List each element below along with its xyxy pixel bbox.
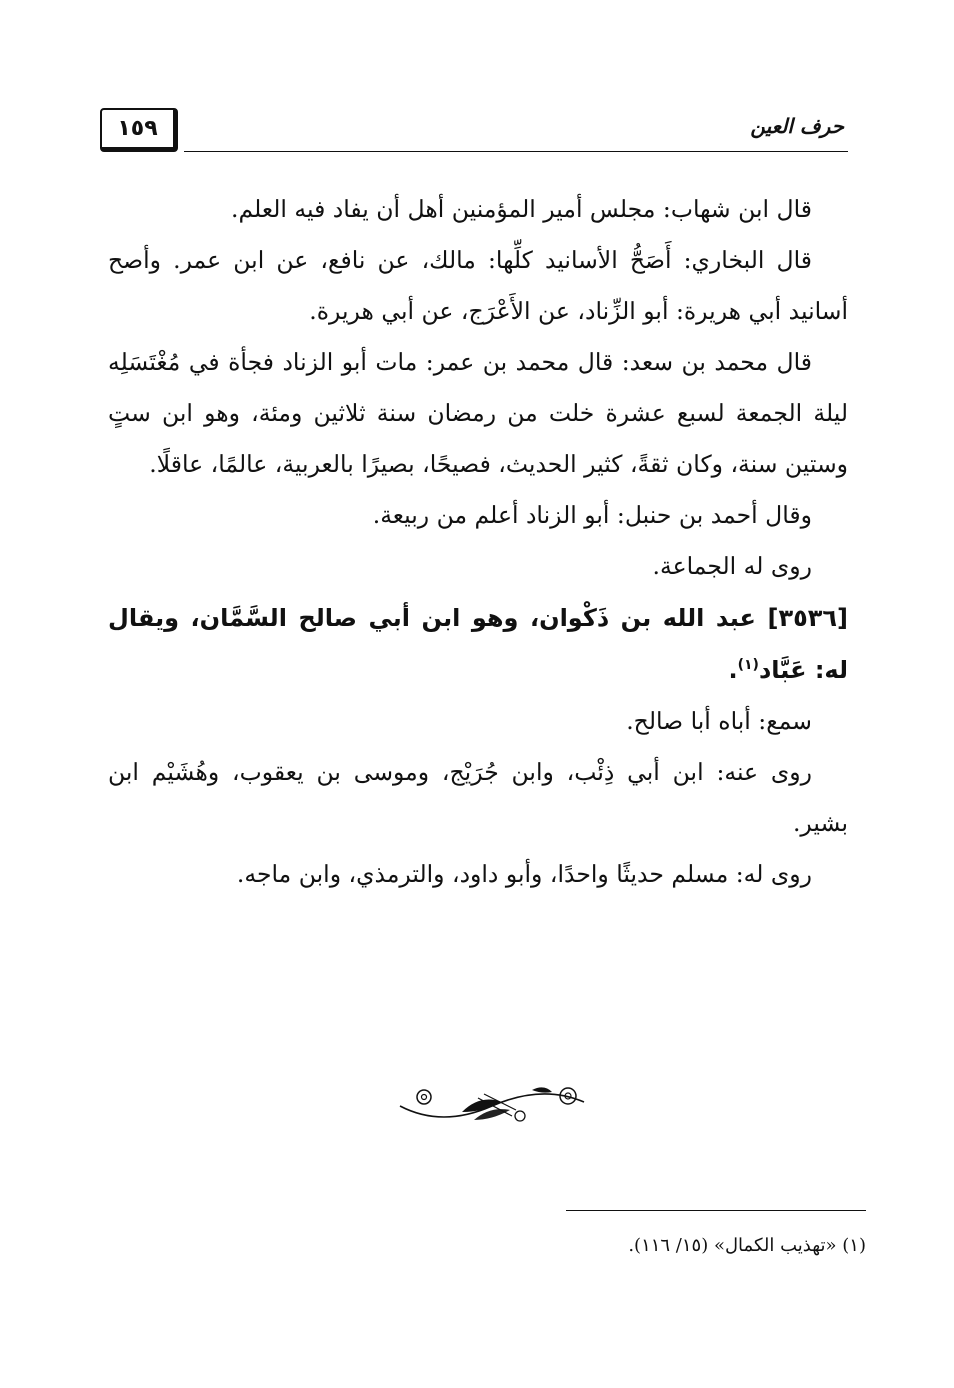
header-rule [184, 151, 848, 152]
footnote-marker: (١) [737, 657, 759, 673]
footnote: (١) «تهذيب الكمال» (١٥/ ١١٦). [628, 1235, 866, 1256]
floral-divider-ornament-icon [392, 1076, 592, 1132]
entry-heading [108, 592, 848, 696]
entry-heading-end: . [728, 656, 738, 684]
paragraph-ibn-sad: قال محمد بن سعد: قال محمد بن عمر: مات أبو الزناد فجأة في مُغْتَسَلِه ليلة الجمعة لسبع عشرة خلت من رمضان سنة ثلاثين ومئة، وهو ابن ستٍ وستين سنة، وكان ثقةً، كثير الحديث، فصيحًا، بصيرًا بالعربية، عالمًا، عاقلًا. [108, 348, 848, 478]
paragraph-narrators: روى عنه: ابن أبي ذِئْب، وابن جُرَيْج، وموسى بن يعقوب، وهُشَيْم ابن بشير. [108, 758, 848, 837]
paragraph-heard: سمع: أباه أبا صالح. [626, 707, 812, 735]
paragraph-jamaa: روى له الجماعة. [652, 552, 812, 580]
entry-heading-text: [٣٥٣٦] عبد الله بن ذَكْوان، وهو ابن أبي صالح السَّمَّان، ويقال له: عَبَّاد [108, 604, 848, 684]
body-text [108, 184, 848, 900]
footnote-rule [566, 1210, 866, 1211]
page-header [100, 100, 848, 160]
paragraph-narrated-by: روى له: مسلم حديثًا واحدًا، وأبو داود، والترمذي، وابن ماجه. [236, 860, 812, 888]
paragraph-bukhari: قال البخاري: أَصَحُّ الأسانيد كلِّها: مالك، عن نافع، عن ابن عمر. وأصح أسانيد أبي هريرة: أبو الزِّناد، عن الأَعْرَج، عن أبي هريرة. [108, 246, 848, 325]
paragraph-ahmad: وقال أحمد بن حنبل: أبو الزناد أعلم من ربيعة. [372, 501, 812, 529]
running-title: حرف العين [750, 114, 844, 138]
page-number: ١٥٩ [100, 108, 178, 152]
paragraph-ibn-shihab: قال ابن شهاب: مجلس أمير المؤمنين أهل أن يفاد فيه العلم. [231, 195, 812, 223]
